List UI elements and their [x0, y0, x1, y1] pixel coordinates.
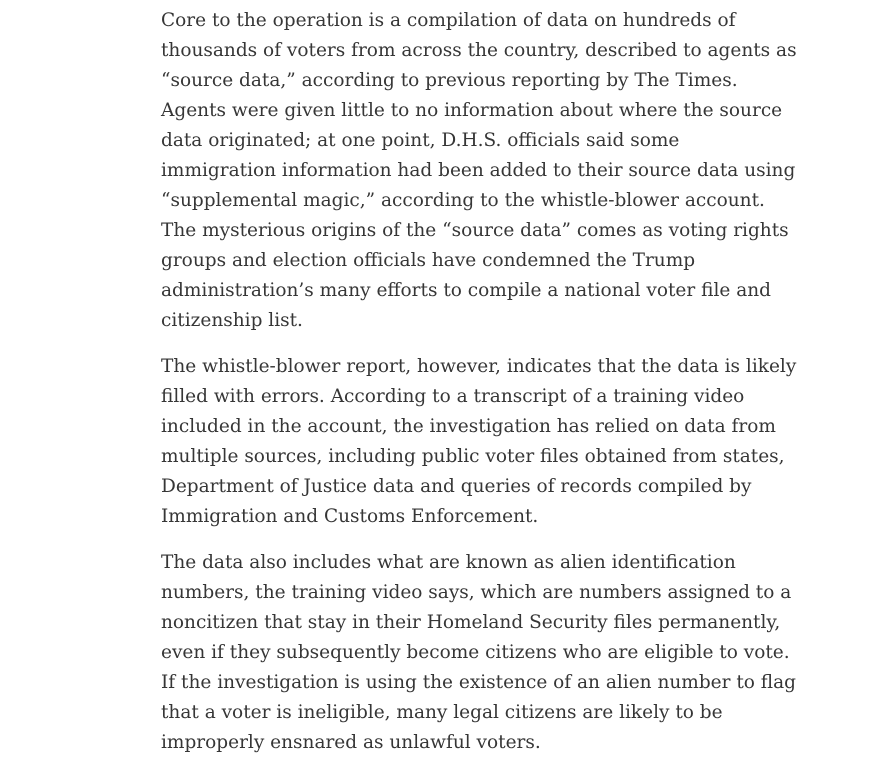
- text-line: Immigration and Customs Enforcement.: [161, 506, 539, 527]
- text-line: The mysterious origins of the “source data” comes as voting rights: [161, 220, 789, 241]
- text-line: Agents were given little to no information about where the source: [161, 100, 783, 121]
- text-line: groups and election officials have condemned the Trump: [161, 250, 696, 271]
- text-line: Department of Justice data and queries of records compiled by: [161, 476, 752, 497]
- text-line: multiple sources, including public voter files obtained from states,: [161, 446, 785, 467]
- text-line: even if they subsequently become citizens who are eligible to vote.: [161, 642, 790, 663]
- text-line: numbers, the training video says, which are numbers assigned to a: [161, 582, 792, 603]
- text-line: improperly ensnared as unlawful voters.: [161, 732, 541, 753]
- text-line: “source data,” according to previous reporting by The Times.: [161, 70, 738, 91]
- paragraph-2: [161, 352, 797, 532]
- text-line: Core to the operation is a compilation of data on hundreds of: [161, 10, 736, 31]
- text-line: citizenship list.: [161, 310, 303, 331]
- text-line: data originated; at one point, D.H.S. officials said some: [161, 130, 680, 151]
- text-line: immigration information had been added to their source data using: [161, 160, 796, 181]
- text-line: “supplemental magic,” according to the whistle-blower account.: [161, 190, 765, 211]
- text-line: The data also includes what are known as alien identification: [161, 552, 736, 573]
- text-line: If the investigation is using the existence of an alien number to flag: [161, 672, 797, 693]
- paragraph-1: [161, 6, 797, 336]
- text-line: thousands of voters from across the country, described to agents as: [161, 40, 797, 61]
- text-line: administration’s many efforts to compile a national voter file and: [161, 280, 771, 301]
- text-line: The whistle-blower report, however, indicates that the data is likely: [161, 356, 797, 377]
- text-line: included in the account, the investigation has relied on data from: [161, 416, 776, 437]
- text-line: that a voter is ineligible, many legal citizens are likely to be: [161, 702, 723, 723]
- text-line: noncitizen that stay in their Homeland Security files permanently,: [161, 612, 781, 633]
- text-line: filled with errors. According to a transcript of a training video: [161, 386, 745, 407]
- article-body: [161, 6, 797, 774]
- paragraph-3: [161, 548, 797, 758]
